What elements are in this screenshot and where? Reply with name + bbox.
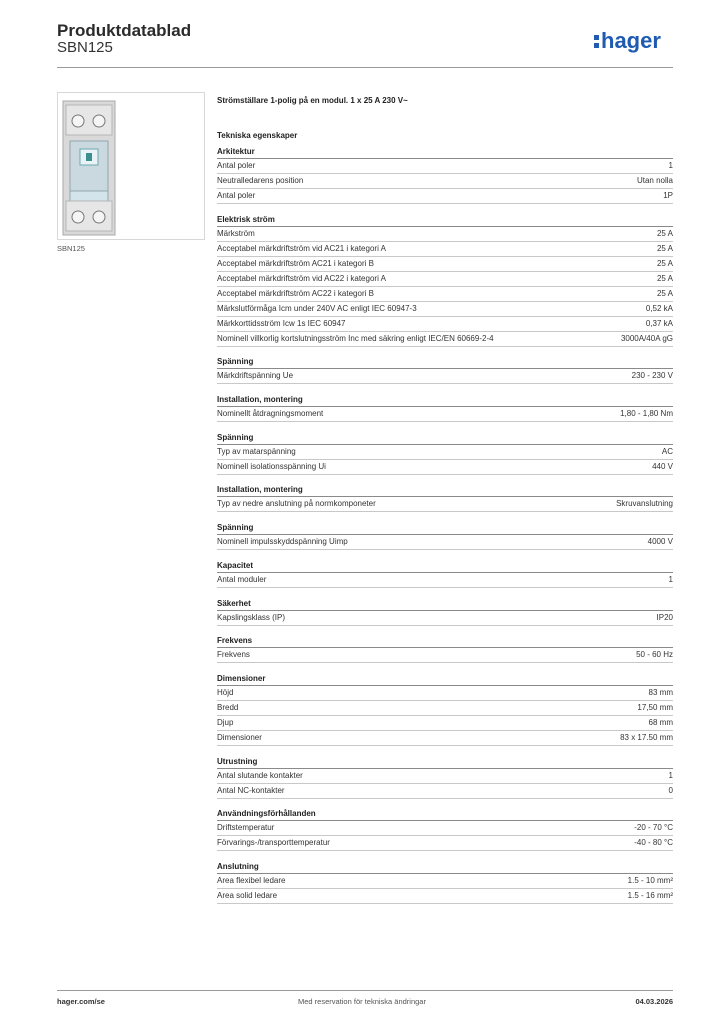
header-divider (57, 67, 673, 68)
spec-row (217, 731, 673, 746)
spec-value: 1.5 - 10 mm² (627, 875, 673, 885)
spec-value: 25 A (656, 228, 673, 238)
spec-row (217, 821, 673, 836)
spec-section (217, 213, 673, 347)
spec-value: -40 - 80 °C (634, 838, 673, 848)
spec-section (217, 145, 673, 204)
section-title: Spänning (217, 431, 673, 445)
spec-label: Djup (217, 717, 234, 727)
spec-row (217, 784, 673, 799)
spec-section (217, 431, 673, 475)
spec-row (217, 227, 673, 242)
header-title: Produktdatablad (57, 21, 192, 40)
spec-label: Dimensioner (217, 732, 262, 742)
footer-date: 04.03.2026 (635, 997, 673, 1006)
product-image (57, 92, 205, 240)
footer-disclaimer: Med reservation för tekniska ändringar (298, 997, 426, 1006)
spec-label: Area solid ledare (217, 890, 278, 900)
spec-section (217, 393, 673, 422)
spec-label: Antal slutande kontakter (217, 770, 303, 780)
spec-label: Driftstemperatur (217, 823, 275, 833)
spec-label: Acceptabel märkdriftström AC22 i kategori B (217, 288, 374, 298)
spec-section (217, 672, 673, 746)
spec-label: Antal NC-kontakter (217, 785, 285, 795)
spec-value: 1 (668, 574, 673, 584)
spec-label: Antal poler (217, 191, 256, 200)
spec-row (217, 874, 673, 889)
spec-row (217, 287, 673, 302)
spec-row (217, 648, 673, 663)
spec-label: Acceptabel märkdriftström AC21 i kategori B (217, 258, 374, 268)
spec-row (217, 445, 673, 460)
section-title: Utrustning (217, 755, 673, 769)
spec-label: Förvarings-/transporttemperatur (217, 838, 330, 848)
spec-row (217, 573, 673, 588)
spec-value: 25 A (656, 288, 673, 298)
spec-row (217, 332, 673, 347)
spec-value: Skruvanslutning (616, 499, 673, 509)
spec-sections (217, 145, 673, 904)
spec-row (217, 535, 673, 550)
spec-value: 1,80 - 1,80 Nm (620, 409, 673, 419)
spec-section (217, 559, 673, 588)
spec-value: 25 A (656, 273, 673, 283)
spec-value: 68 mm (648, 717, 673, 727)
spec-value: 440 V (652, 461, 673, 471)
spec-section (217, 355, 673, 384)
spec-value: 83 x 17.50 mm (620, 732, 673, 742)
spec-label: Typ av nedre anslutning på normkomponeter (217, 499, 376, 509)
spec-value: 0,37 kA (645, 318, 673, 328)
spec-label: Kapslingsklass (IP) (217, 612, 286, 622)
spec-value: AC (661, 446, 673, 456)
spec-section (217, 807, 673, 851)
spec-value: 1 (668, 161, 673, 170)
spec-value: 3000A/40A gG (620, 333, 673, 343)
spec-value: Utan nolla (636, 176, 673, 185)
product-description: Strömställare 1-polig på en modul. 1 x 25 A 230 V~ (217, 96, 408, 105)
spec-content (217, 96, 673, 904)
spec-label: Märkdriftspänning Ue (217, 371, 294, 381)
spec-section (217, 597, 673, 626)
spec-value: 230 - 230 V (631, 371, 673, 381)
spec-label: Antal poler (217, 161, 256, 170)
spec-section (217, 521, 673, 550)
section-title: Installation, montering (217, 483, 673, 497)
spec-row (217, 174, 673, 189)
section-title: Arkitektur (217, 145, 673, 159)
spec-label: Nominellt åtdragningsmoment (217, 409, 324, 419)
spec-value: -20 - 70 °C (634, 823, 673, 833)
spec-value: 0 (668, 785, 673, 795)
spec-label: Bredd (217, 702, 239, 712)
spec-label: Höjd (217, 687, 234, 697)
spec-row (217, 716, 673, 731)
spec-section (217, 634, 673, 663)
spec-row (217, 369, 673, 384)
spec-value: 1 (668, 770, 673, 780)
footer-divider (57, 990, 673, 991)
spec-value: 4000 V (647, 537, 673, 547)
spec-value: 17,50 mm (637, 702, 673, 712)
spec-row (217, 889, 673, 904)
spec-value: 1.5 - 16 mm² (627, 890, 673, 900)
spec-row (217, 836, 673, 851)
spec-label: Antal moduler (217, 574, 267, 584)
spec-section (217, 483, 673, 512)
spec-label: Märkslutförmåga Icm under 240V AC enligt IEC 60947-3 (217, 303, 417, 313)
spec-label: Area flexibel ledare (217, 875, 286, 885)
section-title: Spänning (217, 521, 673, 535)
spec-value: IP20 (656, 612, 673, 622)
spec-row (217, 257, 673, 272)
spec-label: Neutralledarens position (217, 176, 304, 185)
spec-row (217, 686, 673, 701)
section-title: Användningsförhållanden (217, 807, 673, 821)
spec-value: 25 A (656, 258, 673, 268)
spec-row (217, 317, 673, 332)
section-title: Spänning (217, 355, 673, 369)
spec-value: 0,52 kA (645, 303, 673, 313)
spec-row (217, 159, 673, 174)
tech-heading: Tekniska egenskaper (217, 131, 298, 140)
section-title: Dimensioner (217, 672, 673, 686)
footer-website: hager.com/se (57, 997, 105, 1006)
spec-row (217, 272, 673, 287)
spec-label: Typ av matarspänning (217, 446, 296, 456)
logo-text: hager (601, 28, 661, 53)
spec-value: 50 - 60 Hz (636, 650, 673, 660)
spec-row (217, 460, 673, 475)
section-title: Elektrisk ström (217, 213, 673, 227)
spec-label: Nominell impulsskyddspänning Uimp (217, 537, 348, 547)
spec-value: 25 A (656, 243, 673, 253)
section-title: Kapacitet (217, 559, 673, 573)
header-subtitle: SBN125 (57, 39, 113, 56)
spec-row (217, 242, 673, 257)
spec-label: Märkström (217, 228, 255, 238)
section-title: Anslutning (217, 860, 673, 874)
image-caption: SBN125 (57, 244, 85, 253)
spec-value: 1P (663, 191, 673, 200)
spec-label: Acceptabel märkdriftström vid AC22 i kategori A (217, 273, 386, 283)
spec-row (217, 497, 673, 512)
spec-label: Nominell isolationsspänning Ui (217, 461, 326, 471)
spec-row (217, 769, 673, 784)
spec-section (217, 860, 673, 904)
spec-label: Nominell villkorlig kortslutningsström Inc med säkring enligt IEC/EN 60669-2-4 (217, 333, 494, 343)
spec-label: Frekvens (217, 650, 250, 660)
section-title: Säkerhet (217, 597, 673, 611)
hager-logo (593, 28, 673, 54)
spec-row (217, 189, 673, 204)
spec-row (217, 407, 673, 422)
spec-label: Acceptabel märkdriftström vid AC21 i kategori A (217, 243, 386, 253)
spec-section (217, 755, 673, 799)
section-title: Installation, montering (217, 393, 673, 407)
spec-row (217, 302, 673, 317)
section-title: Frekvens (217, 634, 673, 648)
spec-row (217, 701, 673, 716)
spec-row (217, 611, 673, 626)
spec-value: 83 mm (648, 687, 673, 697)
spec-label: Märkkorttidsström Icw 1s IEC 60947 (217, 318, 346, 328)
